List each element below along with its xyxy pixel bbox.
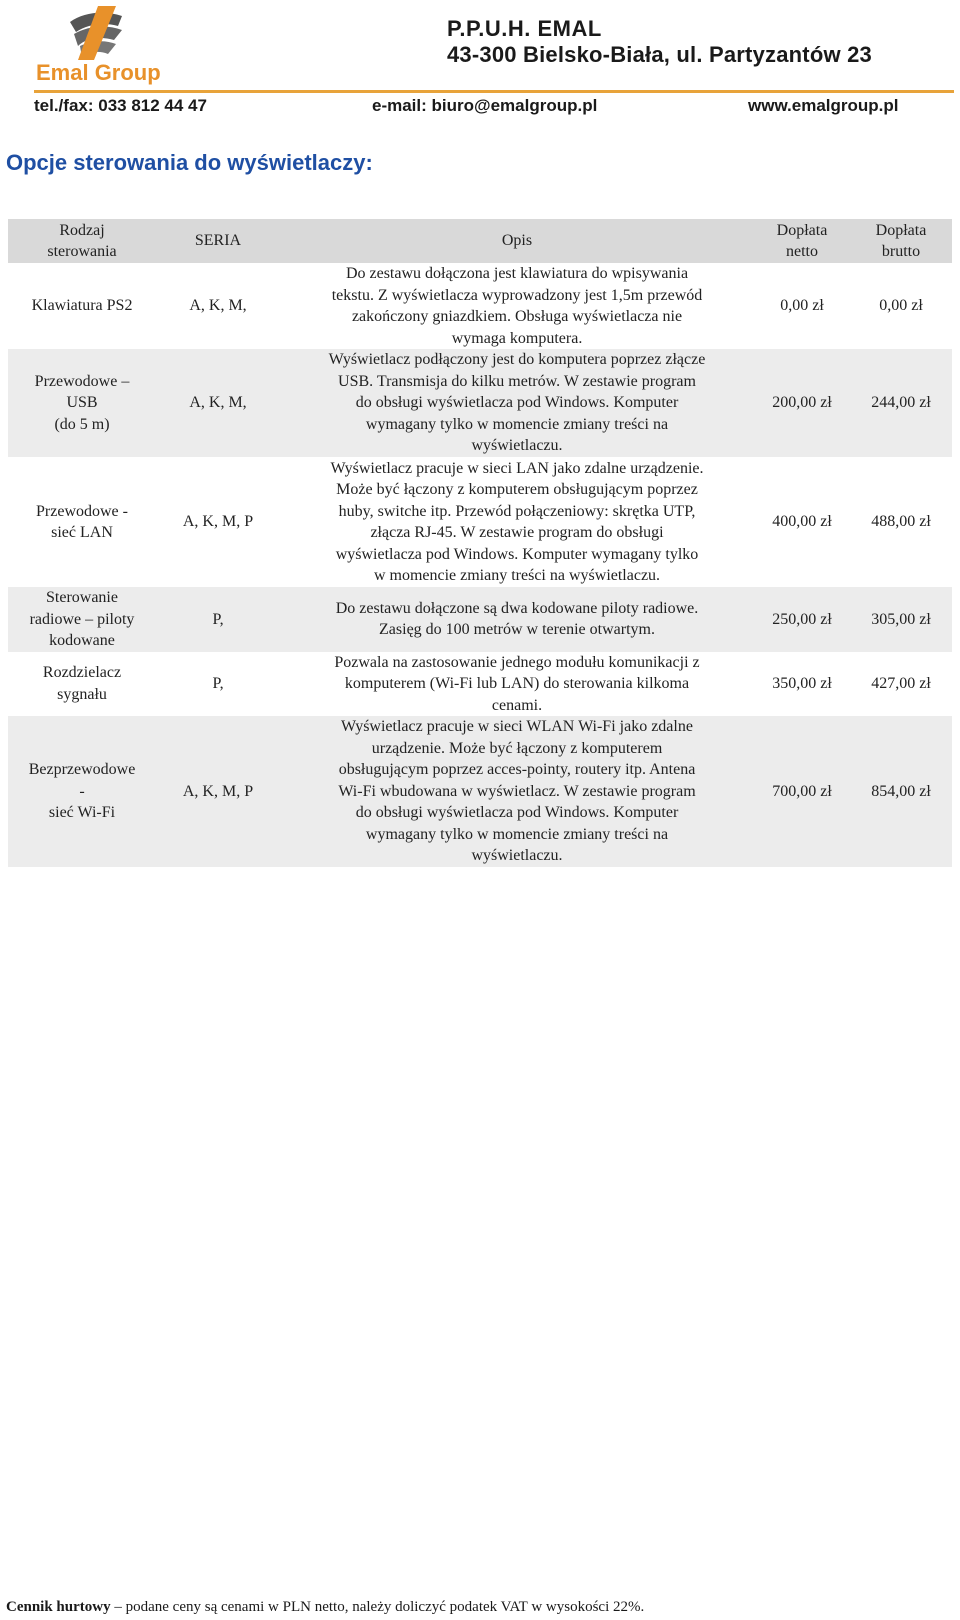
header-description: Opis xyxy=(501,232,533,250)
footer-bold-label: Cennik hurtowy xyxy=(6,1599,111,1615)
cell-series: A, K, M, P xyxy=(182,513,254,531)
contact-email[interactable]: e-mail: biuro@emalgroup.pl xyxy=(372,96,598,115)
cell-net: 200,00 zł xyxy=(772,394,832,412)
cell-gross: 854,00 zł xyxy=(871,782,931,800)
company-address: 43-300 Bielsko-Biała, ul. Partyzantów 23 xyxy=(447,42,872,67)
cell-description: Wyświetlacz pracuje w sieci WLAN Wi-Fi jako zdalne urządzenie. Może być łączony z komputerem obsługującym poprzez acces-pointy, routery itp. Antena Wi-Fi wbudowana w wyświetlacz. W zestawie program do obsługi wyświetlacza pod Windows. Komputer wymagany tylko w momencie zmiany treści na wyświetlaczu. xyxy=(338,718,696,864)
table-row xyxy=(8,349,952,457)
cell-net: 350,00 zł xyxy=(772,675,832,692)
control-options-table xyxy=(8,219,952,867)
cell-net: 400,00 zł xyxy=(772,513,832,531)
cell-series: A, K, M, P xyxy=(182,782,254,800)
company-name: P.P.U.H. EMAL xyxy=(447,16,602,41)
footer-text: – podane ceny są cenami w PLN netto, należy doliczyć podatek VAT w wysokości 22%. xyxy=(110,1599,645,1615)
cell-description: Do zestawu dołączona jest klawiatura do wpisywania tekstu. Z wyświetlacza wyprowadzony jest 1,5m przewód zakończony gniazdkiem. Obsługa wyświetlacza nie wymaga komputera. xyxy=(331,265,703,347)
emal-logo-icon xyxy=(34,2,164,88)
cell-type: Przewodowe – USB (do 5 m) xyxy=(34,372,130,433)
cell-type: Bezprzewodowe - sieć Wi-Fi xyxy=(28,761,136,821)
cell-gross: 305,00 zł xyxy=(871,610,931,628)
cell-series: A, K, M, xyxy=(189,394,247,412)
cell-type: Rozdzielacz sygnału xyxy=(42,664,122,703)
cell-type: Sterowanie radiowe – piloty kodowane xyxy=(29,589,135,649)
cell-gross: 427,00 zł xyxy=(871,675,931,692)
table-row xyxy=(8,716,952,867)
cell-gross: 488,00 zł xyxy=(871,513,931,531)
company-info xyxy=(447,16,872,68)
table-header-row xyxy=(8,219,952,263)
cell-gross: 0,00 zł xyxy=(879,297,923,315)
page-title: Opcje sterowania do wyświetlaczy: xyxy=(6,150,373,175)
header-net: Dopłata netto xyxy=(776,221,828,260)
cell-description: Do zestawu dołączone są dwa kodowane piloty radiowe. Zasięg do 100 metrów w terenie otwartym. xyxy=(335,599,699,639)
cell-description: Pozwala na zastosowanie jednego modułu komunikacji z komputerem (Wi-Fi lub LAN) do sterowania kilkoma cenami. xyxy=(334,653,700,714)
cell-gross: 244,00 zł xyxy=(871,394,931,412)
cell-series: P, xyxy=(212,675,224,692)
header-divider xyxy=(34,90,954,93)
cell-type: Klawiatura PS2 xyxy=(31,297,133,315)
table-row xyxy=(8,587,952,652)
table-row xyxy=(8,263,952,349)
cell-net: 250,00 zł xyxy=(772,610,832,628)
cell-series: P, xyxy=(212,610,224,628)
contact-phone: tel./fax: 033 812 44 47 xyxy=(34,96,207,115)
header-type: Rodzaj sterowania xyxy=(47,221,117,260)
header-gross: Dopłata brutto xyxy=(875,221,927,260)
table-row xyxy=(8,457,952,587)
cell-description: Wyświetlacz podłączony jest do komputera poprzez złącze USB. Transmisja do kilku metrów. W zestawie program do obsługi wyświetlacza pod Windows. Komputer wymagany tylko w momencie zmiany treści na wyświetlaczu. xyxy=(328,351,706,455)
footer-note xyxy=(6,1599,644,1616)
cell-net: 700,00 zł xyxy=(772,782,832,800)
cell-description: Wyświetlacz pracuje w sieci LAN jako zdalne urządzenie. Może być łączony z komputerem obsługującym poprzez huby, switche itp. Przewód połączeniowy: skrętka UTP, złącza RJ-45. W zestawie program do obsługi wyświetlacza pod Windows. Komputer wymagany tylko w momencie zmiany treści na wyświetlaczu. xyxy=(330,459,704,584)
cell-type: Przewodowe - sieć LAN xyxy=(36,502,128,541)
cell-series: A, K, M, xyxy=(189,297,247,315)
svg-text:Emal Group: Emal Group xyxy=(36,60,161,85)
cell-net: 0,00 zł xyxy=(780,297,824,315)
header-series: SERIA xyxy=(194,232,242,250)
contact-website[interactable]: www.emalgroup.pl xyxy=(748,96,899,115)
table-row xyxy=(8,652,952,717)
company-logo xyxy=(34,2,164,88)
